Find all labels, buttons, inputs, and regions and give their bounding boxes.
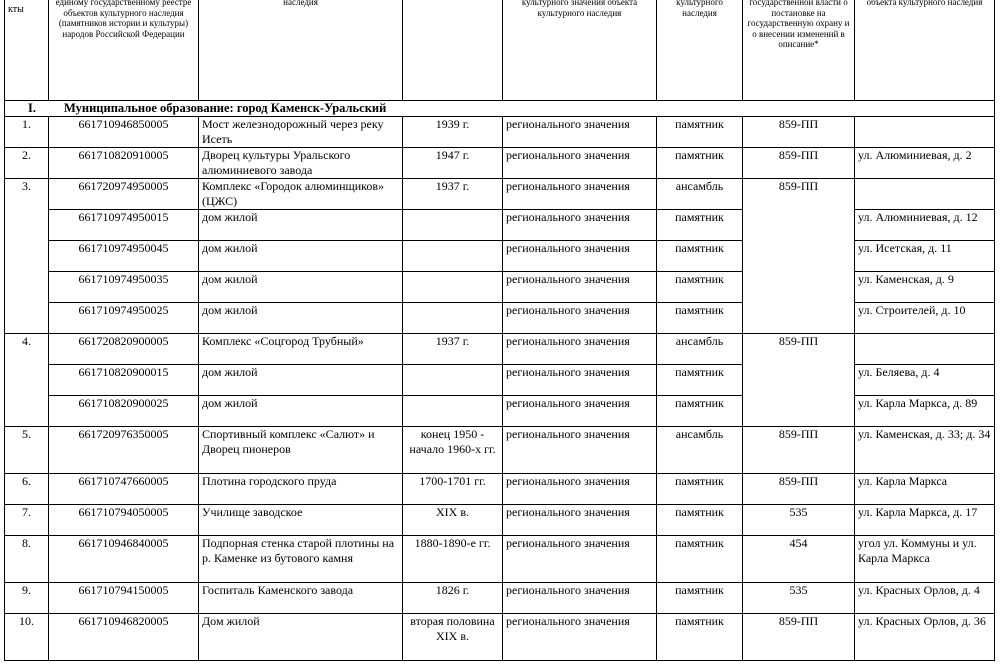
object-name: Подпорная стенка старой плотины на р. Каменке из бутового камня: [199, 536, 403, 583]
table-body: [5, 101, 995, 661]
object-type: ансамбль: [657, 334, 743, 365]
table-row: [5, 505, 995, 536]
object-date: 1700-1701 гг.: [403, 474, 503, 505]
table-row: [5, 117, 995, 148]
registry-number: 661720974950005: [49, 179, 199, 210]
object-date: [403, 210, 503, 241]
significance-category: регионального значения: [503, 179, 657, 210]
object-type: памятник: [657, 303, 743, 334]
table-row: [5, 583, 995, 614]
registry-number: 661720820900005: [49, 334, 199, 365]
decision-number: 535: [743, 583, 855, 614]
section-row: [5, 101, 995, 117]
registry-number: 661710946820005: [49, 614, 199, 661]
row-number: 4.: [5, 334, 49, 365]
object-name: дом жилой: [199, 365, 403, 396]
decision-number: 859-ПП: [743, 148, 855, 179]
registry-number: 661710820900025: [49, 396, 199, 427]
table-row: [5, 272, 995, 303]
object-name: Госпиталь Каменского завода: [199, 583, 403, 614]
object-date: [403, 365, 503, 396]
registry-number: 661710794150005: [49, 583, 199, 614]
object-name: Комплекс «Городок алюминщиков» (ЦЖС): [199, 179, 403, 210]
object-date: 1937 г.: [403, 179, 503, 210]
object-date: конец 1950 - начало 1960-х гг.: [403, 427, 503, 474]
object-type: памятник: [657, 536, 743, 583]
object-type: памятник: [657, 148, 743, 179]
table-row: [5, 365, 995, 396]
row-number: [5, 272, 49, 303]
registry-number: 661710974950045: [49, 241, 199, 272]
object-type: памятник: [657, 614, 743, 661]
significance-category: регионального значения: [503, 474, 657, 505]
decision-number: 859-ПП: [743, 117, 855, 148]
table-row: [5, 179, 995, 210]
table-row: [5, 334, 995, 365]
object-date: 1880-1890-е гг.: [403, 536, 503, 583]
object-address: ул. Карла Маркса, д. 89: [855, 396, 995, 427]
row-number: [5, 365, 49, 396]
object-address: [855, 179, 995, 210]
table-row: [5, 536, 995, 583]
header-address: объекта культурного наследия: [855, 0, 995, 101]
object-type: памятник: [657, 272, 743, 303]
object-type: памятник: [657, 117, 743, 148]
registry-number: 661710820910005: [49, 148, 199, 179]
decision-number: [743, 396, 855, 427]
table-row: [5, 303, 995, 334]
decision-number: [743, 272, 855, 303]
object-address: ул. Строителей, д. 10: [855, 303, 995, 334]
row-number: 9.: [5, 583, 49, 614]
table-row: [5, 241, 995, 272]
object-name: Дом жилой: [199, 614, 403, 661]
object-name: дом жилой: [199, 272, 403, 303]
header-number: кты: [5, 0, 49, 101]
object-date: 1939 г.: [403, 117, 503, 148]
row-number: 8.: [5, 536, 49, 583]
object-address: ул. Карла Маркса: [855, 474, 995, 505]
row-number: 7.: [5, 505, 49, 536]
object-address: ул. Исетская, д. 11: [855, 241, 995, 272]
row-number: 1.: [5, 117, 49, 148]
decision-number: 535: [743, 505, 855, 536]
object-date: [403, 272, 503, 303]
object-address: [855, 117, 995, 148]
decision-number: 859-ПП: [743, 334, 855, 365]
object-name: Комплекс «Соцгород Трубный»: [199, 334, 403, 365]
object-type: памятник: [657, 583, 743, 614]
object-address: ул. Каменская, д. 9: [855, 272, 995, 303]
row-number: 6.: [5, 474, 49, 505]
header-object-type: культурного наследия: [657, 0, 743, 101]
object-date: [403, 303, 503, 334]
object-type: памятник: [657, 396, 743, 427]
decision-number: 859-ПП: [743, 179, 855, 210]
object-date: 1826 г.: [403, 583, 503, 614]
registry-number: 661710820900015: [49, 365, 199, 396]
table-row: [5, 210, 995, 241]
decision-number: 859-ПП: [743, 614, 855, 661]
registry-number: 661710974950025: [49, 303, 199, 334]
significance-category: регионального значения: [503, 427, 657, 474]
object-name: дом жилой: [199, 396, 403, 427]
row-number: [5, 303, 49, 334]
row-number: [5, 210, 49, 241]
registry-number: 661710946840005: [49, 536, 199, 583]
object-address: угол ул. Коммуны и ул. Карла Маркса: [855, 536, 995, 583]
significance-category: регионального значения: [503, 396, 657, 427]
header-registry-number: единому государственному реестре объектов культурного наследия (памятников истории и культуры) народов Российской Федерации: [49, 0, 199, 101]
object-date: 1937 г.: [403, 334, 503, 365]
registry-number: 661710974950035: [49, 272, 199, 303]
significance-category: регионального значения: [503, 241, 657, 272]
object-name: Училище заводское: [199, 505, 403, 536]
decision-number: [743, 210, 855, 241]
significance-category: регионального значения: [503, 505, 657, 536]
object-name: дом жилой: [199, 210, 403, 241]
significance-category: регионального значения: [503, 536, 657, 583]
object-date: 1947 г.: [403, 148, 503, 179]
table-row: [5, 474, 995, 505]
object-date: XIX в.: [403, 505, 503, 536]
row-number: [5, 241, 49, 272]
registry-number: 661710974950015: [49, 210, 199, 241]
object-name: Дворец культуры Уральского алюминиевого завода: [199, 148, 403, 179]
section-title: Муниципальное образование: город Каменск-Уральский: [64, 101, 387, 115]
row-number: 3.: [5, 179, 49, 210]
object-type: ансамбль: [657, 427, 743, 474]
row-number: 2.: [5, 148, 49, 179]
section-heading: [5, 101, 995, 117]
significance-category: регионального значения: [503, 117, 657, 148]
decision-number: [743, 241, 855, 272]
row-number: 5.: [5, 427, 49, 474]
object-name: дом жилой: [199, 303, 403, 334]
table-row: [5, 148, 995, 179]
significance-category: регионального значения: [503, 210, 657, 241]
decision-number: [743, 365, 855, 396]
significance-category: регионального значения: [503, 148, 657, 179]
registry-number: 661710794050005: [49, 505, 199, 536]
significance-category: регионального значения: [503, 614, 657, 661]
object-type: памятник: [657, 241, 743, 272]
object-name: дом жилой: [199, 241, 403, 272]
significance-category: регионального значения: [503, 365, 657, 396]
object-type: памятник: [657, 505, 743, 536]
object-type: памятник: [657, 365, 743, 396]
object-date: вторая половина XIX в.: [403, 614, 503, 661]
decision-number: 859-ПП: [743, 474, 855, 505]
object-address: ул. Красных Орлов, д. 36: [855, 614, 995, 661]
object-address: ул. Карла Маркса, д. 17: [855, 505, 995, 536]
object-name: Плотина городского пруда: [199, 474, 403, 505]
decision-number: 859-ПП: [743, 427, 855, 474]
object-address: ул. Красных Орлов, д. 4: [855, 583, 995, 614]
registry-number: 661710946850005: [49, 117, 199, 148]
significance-category: регионального значения: [503, 334, 657, 365]
object-date: [403, 396, 503, 427]
row-number: [5, 396, 49, 427]
table-row: [5, 614, 995, 661]
object-type: памятник: [657, 474, 743, 505]
section-number: I.: [28, 101, 36, 115]
header-significance: культурного значения объекта культурного наследия: [503, 0, 657, 101]
header-object-name: наследия: [199, 0, 403, 101]
table-header: [5, 0, 995, 101]
table-row: [5, 427, 995, 474]
decision-number: [743, 303, 855, 334]
object-address: ул. Алюминиевая, д. 2: [855, 148, 995, 179]
object-type: памятник: [657, 210, 743, 241]
object-name: Спортивный комплекс «Салют» и Дворец пионеров: [199, 427, 403, 474]
object-name: Мост железнодорожный через реку Исеть: [199, 117, 403, 148]
header-decision: государственной власти о постановке на государственную охрану и о внесении изменений в описание*: [743, 0, 855, 101]
registry-number: 661710747660005: [49, 474, 199, 505]
object-address: [855, 334, 995, 365]
significance-category: регионального значения: [503, 583, 657, 614]
object-address: ул. Каменская, д. 33; д. 34: [855, 427, 995, 474]
significance-category: регионального значения: [503, 303, 657, 334]
object-address: ул. Беляева, д. 4: [855, 365, 995, 396]
row-number: 10.: [5, 614, 49, 661]
header-date: [403, 0, 503, 101]
heritage-register-table: [4, 0, 995, 661]
object-date: [403, 241, 503, 272]
table-row: [5, 396, 995, 427]
object-address: ул. Алюминиевая, д. 12: [855, 210, 995, 241]
registry-number: 661720976350005: [49, 427, 199, 474]
significance-category: регионального значения: [503, 272, 657, 303]
decision-number: 454: [743, 536, 855, 583]
object-type: ансамбль: [657, 179, 743, 210]
